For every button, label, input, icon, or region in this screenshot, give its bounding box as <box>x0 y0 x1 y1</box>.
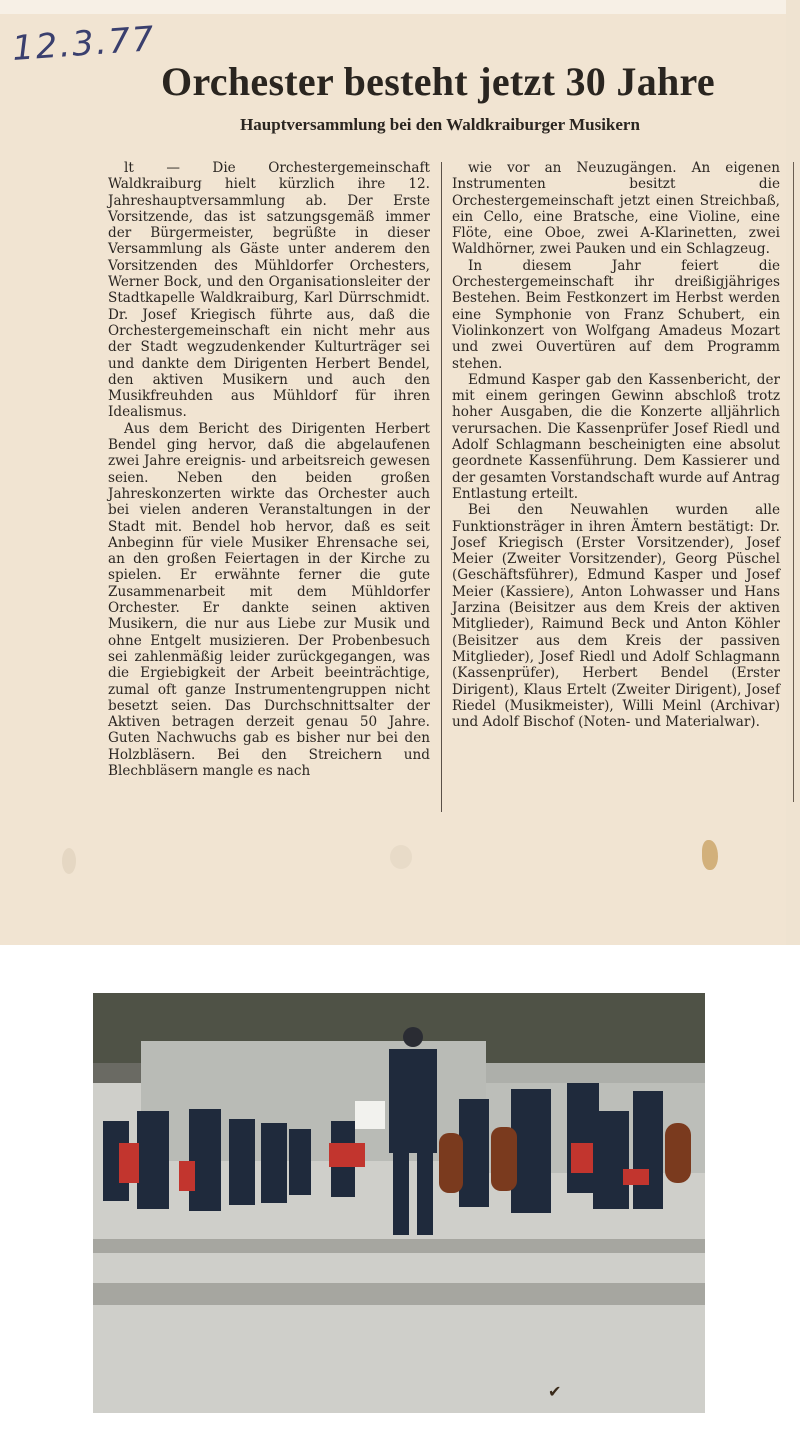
article-paragraph: lt — Die Orchestergemeinschaft Waldkraiburg hielt kürzlich ihre 12. Jahreshauptversammlung ab. Der Erste Vorsitzende, das ist satzungsgemäß immer der Bürgermeister, begrüßte in dieser Versammlung als Gäste unter anderem den Vorsitzenden des Mühldorfer Orchesters, Werner Bock, und den Organisationsleiter der Stadtkapelle Waldkraiburg, Karl Dürrschmidt. Dr. Josef Kriegisch führte aus, daß die Orchestergemeinschaft ein nicht mehr aus der Stadt wegzudenkender Kulturträger sei und dankte dem Dirigenten Herbert Bendel, den aktiven Musikern und auch den Musikfreuhden aus Mühldorf für ihren Idealismus. <box>108 160 430 421</box>
stage-step <box>93 1283 705 1305</box>
double-bass <box>665 1123 691 1183</box>
ink-mark: ✔ <box>548 1382 562 1401</box>
musician <box>459 1099 489 1207</box>
column-divider <box>441 162 442 812</box>
article-column-left <box>108 160 430 779</box>
musician <box>593 1111 629 1209</box>
article-paragraph: wie vor an Neuzugängen. An eigenen Instrumenten besitzt die Orchestergemeinschaft jetzt einen Streichbaß, ein Cello, eine Bratsche, eine Violine, eine Flöte, eine Oboe, zwei A-Klarinetten, zwei Waldhörner, zwei Pauken und ein Schlagzeug. <box>452 160 780 258</box>
chair <box>623 1169 649 1185</box>
orchestra-photo-drawing <box>93 993 705 1413</box>
article-column-right <box>452 160 780 730</box>
music-stand <box>355 1101 385 1129</box>
clipping-edge-top <box>0 0 800 14</box>
musician <box>137 1111 169 1209</box>
article-paragraph: Bei den Neuwahlen wurden alle Funktionsträger in ihren Ämtern bestätigt: Dr. Josef Kriegisch (Erster Vorsitzender), Josef Meier (Zweiter Vorsitzender), Georg Püschel (Geschäftsführer), Edmund Kasper und Josef Meier (Kassiere), Anton Lohwasser und Hans Jarzina (Beisitzer aus dem Kreis der aktiven Mitglieder), Raimund Beck und Anton Köhler (Beisitzer aus dem Kreis der passiven Mitglieder), Josef Riedl und Adolf Schlagmann (Kassenprüfer), Herbert Bendel (Erster Dirigent), Klaus Ertelt (Zweiter Dirigent), Josef Riedel (Musikmeister), Willi Meinl (Archivar) und Adolf Bischof (Noten- und Materialwar). <box>452 502 780 731</box>
musician <box>261 1123 287 1203</box>
article-paragraph: In diesem Jahr feiert die Orchestergemeinschaft ihr dreißigjähriges Bestehen. Beim Festkonzert im Herbst werden eine Symphonie von Franz Schubert, ein Violinkonzert von Wolfgang Amadeus Mozart und zwei Ouvertüren auf dem Programm stehen. <box>452 257 780 372</box>
article-subheadline: Hauptversammlung bei den Waldkraiburger Musikern <box>240 115 640 134</box>
stage-step <box>93 1239 705 1253</box>
article-headline: Orchester besteht jetzt 30 Jahre <box>161 59 715 104</box>
article-paragraph: Aus dem Bericht des Dirigenten Herbert Bendel ging hervor, daß die abgelaufenen zwei Jahre ereignis- und arbeitsreich gewesen seien. Neben den beiden großen Jahreskonzerten wirkte das Orchester auch bei vielen anderen Veranstaltungen in der Stadt mit. Bendel hob hervor, daß es seit Anbeginn für viele Musiker Ehrensache sei, an den großen Feiertagen in der Kirche zu spielen. Er erwähnte ferner die gute Zusammenarbeit mit dem Mühldorfer Orchester. Er dankte seinen aktiven Musikern, die nur aus Liebe zur Musik und ohne Entgelt musizieren. Der Probenbesuch sei zahlenmäßig leider zurückgegangen, was die Ergiebigkeit der Arbeit beeinträchtige, zumal oft ganze Instrumentengruppen nicht besetzt seien. Das Durchschnittsalter der Aktiven betragen derzeit genau 50 Jahre. Guten Nachwuchs gab es bisher nur bei den Holzbläsern. Bei den Streichern und Blechbläsern mangle es nach <box>108 420 430 779</box>
chair <box>571 1143 593 1173</box>
paper-crease <box>390 845 412 869</box>
handwritten-date: 12.3.77 <box>10 19 158 69</box>
orchestra-photo <box>93 993 705 1413</box>
chair <box>329 1143 365 1167</box>
musician <box>289 1129 311 1195</box>
cello <box>491 1127 517 1191</box>
musician <box>229 1119 255 1205</box>
paper-stain <box>702 840 718 870</box>
article-paragraph: Edmund Kasper gab den Kassenbericht, der mit einem geringen Gewinn abschloß trotz hoher Ausgaben, die die Konzerte alljährlich verursachen. Die Kassenprüfer Josef Riedl und Adolf Schlagmann bescheinigten eine absolut geordnete Kassenführung. Dem Kassierer und der gesamten Vorstandschaft wurde auf Antrag Entlastung erteilt. <box>452 371 780 502</box>
paper-crease <box>62 848 76 874</box>
chair <box>179 1161 195 1191</box>
musician <box>633 1091 663 1209</box>
chair <box>119 1143 139 1183</box>
cello <box>439 1133 463 1193</box>
musician <box>189 1109 221 1211</box>
column-rule-right <box>793 162 794 802</box>
